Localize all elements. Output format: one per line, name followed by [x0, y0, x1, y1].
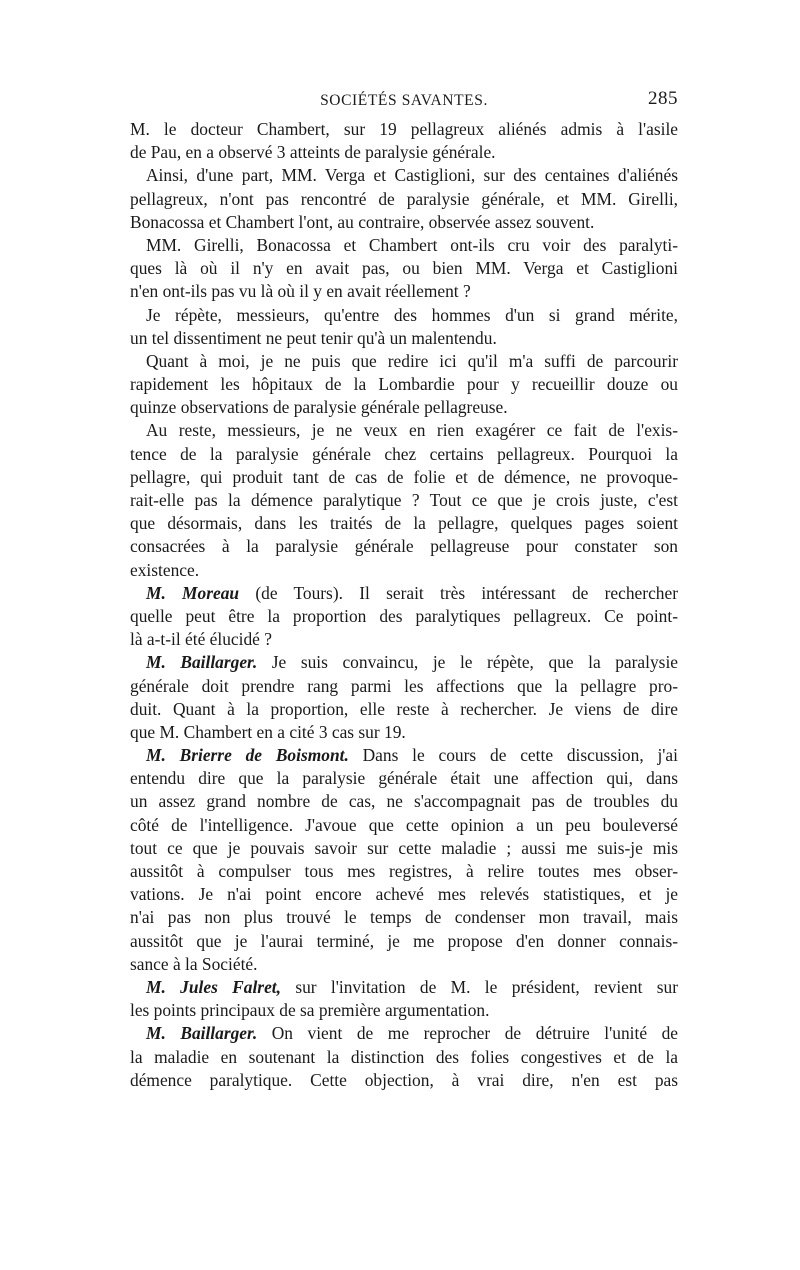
- text-line: un tel dissentiment ne peut tenir qu'à un malentendu.: [130, 327, 497, 348]
- text-line: Dans le cours de cette discussion, j'ai: [362, 745, 678, 766]
- text-line: tence de la paralysie générale chez certains pellagreux. Pourquoi la: [130, 443, 678, 464]
- text-line: la maladie en soutenant la distinction des folies congestives et de la: [130, 1046, 678, 1067]
- text-line: côté de l'intelligence. J'avoue que cette opinion a un peu bouleversé: [130, 814, 678, 835]
- text-line-with-speaker: [130, 744, 678, 767]
- page-number: 285: [648, 88, 678, 109]
- text-line: MM. Girelli, Bonacossa et Chambert ont-ils cru voir des paralyti-: [146, 234, 678, 255]
- text-line: Je répète, messieurs, qu'entre des hommes d'un si grand mérite,: [146, 304, 678, 325]
- text-line: ques là où il n'y en avait pas, ou bien MM. Verga et Castiglioni: [130, 258, 678, 279]
- text-line: les points principaux de sa première argumentation.: [130, 1000, 490, 1021]
- text-line: sance à la Société.: [130, 953, 258, 974]
- running-head: [130, 88, 678, 118]
- text-line-with-speaker: [130, 582, 678, 605]
- text-line: un assez grand nombre de cas, ne s'accompagnait pas de troubles du: [130, 791, 678, 812]
- text-line: vations. Je n'ai point encore achevé mes relevés statistiques, et je: [130, 884, 678, 905]
- text-line: Je suis convaincu, je le répète, que la paralysie: [271, 652, 679, 673]
- text-line: Au reste, messieurs, je ne veux en rien exagérer ce fait de l'exis-: [146, 420, 678, 441]
- text-line: aussitôt à compulser tous mes registres, à relire toutes mes obser-: [130, 861, 678, 881]
- text-line: aussitôt que je l'aurai terminé, je me propose d'en donner connais-: [130, 930, 678, 951]
- text-line: pellagre, qui produit tant de cas de folie et de démence, ne provoque-: [130, 466, 678, 487]
- text-line: M. le docteur Chambert, sur 19 pellagreux aliénés admis à l'asile: [130, 119, 678, 139]
- text-line: rait-elle pas la démence paralytique ? Tout ce que je crois juste, c'est: [130, 490, 678, 510]
- text-line: là a-t-il été élucidé ?: [130, 629, 272, 650]
- text-line: tout ce que je pouvais savoir sur cette maladie ; aussi me suis-je mis: [130, 837, 678, 858]
- text-line: Bonacossa et Chambert l'ont, au contraire, observée assez souvent.: [130, 211, 595, 232]
- text-line: générale doit prendre rang parmi les affections que la pellagre pro-: [130, 675, 678, 696]
- text-line: n'en ont-ils pas vu là où il y en avait réellement ?: [130, 281, 471, 302]
- speaker-name: M. Jules Falret,: [146, 976, 281, 997]
- text-line: existence.: [130, 559, 200, 580]
- text-line-with-speaker: [130, 976, 678, 999]
- text-line: quinze observations de paralysie générale pellagreuse.: [130, 397, 508, 418]
- text-line: quelle peut être la proportion des paralytiques pellagreux. Ce point-: [130, 605, 678, 626]
- document-page: [130, 88, 678, 1092]
- speaker-name: M. Baillarger.: [146, 652, 258, 673]
- text-line: rapidement les hôpitaux de la Lombardie pour y recueillir douze ou: [130, 374, 678, 395]
- body-text: [130, 118, 678, 1092]
- text-line: Quant à moi, je ne puis que redire ici qu'il m'a suffi de parcourir: [146, 350, 678, 371]
- speaker-name: M. Baillarger.: [146, 1023, 258, 1044]
- text-line-with-speaker: [130, 651, 678, 674]
- text-line: (de Tours). Il serait très intéressant de rechercher: [255, 582, 678, 603]
- text-line: pellagreux, n'ont pas rencontré de paralysie générale, et MM. Girelli,: [130, 188, 678, 209]
- running-title: SOCIÉTÉS SAVANTES.: [320, 92, 488, 109]
- speaker-name: M. Moreau: [146, 582, 240, 603]
- text-line: que M. Chambert en a cité 3 cas sur 19.: [130, 721, 406, 742]
- text-line: entendu dire que la paralysie générale était une affection qui, dans: [130, 768, 678, 789]
- text-line: duit. Quant à la proportion, elle reste à rechercher. Je viens de dire: [130, 698, 678, 719]
- speaker-name: M. Brierre de Boismont.: [146, 745, 349, 766]
- text-line: n'ai pas non plus trouvé le temps de condenser mon travail, mais: [130, 907, 678, 928]
- text-line-with-speaker: [130, 1022, 678, 1045]
- text-line: que désormais, dans les traités de la pellagre, quelques pages soient: [130, 513, 678, 534]
- text-line: sur l'invitation de M. le président, revient sur: [295, 976, 679, 997]
- text-line: Ainsi, d'une part, MM. Verga et Castiglioni, sur des centaines d'aliénés: [146, 165, 678, 186]
- text-line: On vient de me reprocher de détruire l'unité de: [271, 1023, 678, 1044]
- text-line: consacrées à la paralysie générale pellagreuse pour constater son: [130, 536, 678, 557]
- text-line: démence paralytique. Cette objection, à vrai dire, n'en est pas: [130, 1069, 678, 1090]
- text-line: de Pau, en a observé 3 atteints de paralysie générale.: [130, 142, 496, 163]
